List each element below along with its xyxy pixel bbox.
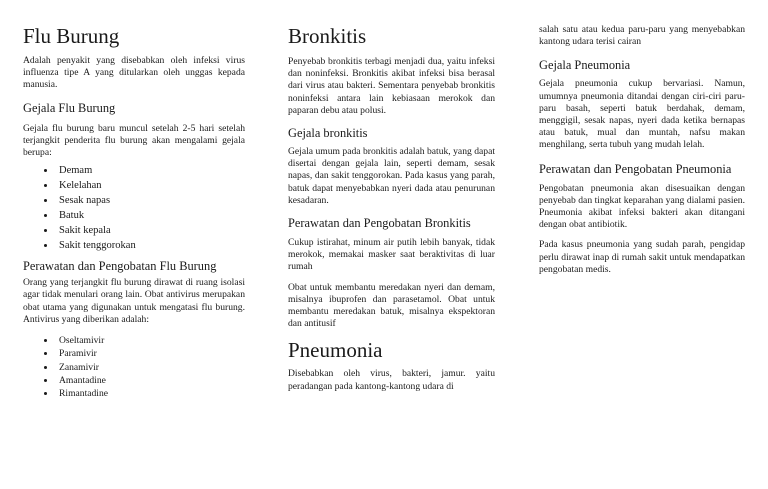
flu-burung-symptoms-list xyxy=(23,163,245,253)
bronkitis-treatment-text-1: Cukup istirahat, minum air putih lebih banyak, tidak merokok, memakai masker saat beraktivitas di luar rumah xyxy=(288,237,495,273)
pneumonia-treatment-heading: Perawatan dan Pengobatan Pneumonia xyxy=(539,161,732,176)
pneumonia-symptoms-text: Gejala pneumonia cukup bervariasi. Namun, umumnya pneumonia ditandai dengan ciri-ciri paru-paru basah, seperti batuk berdahak, demam, menggigil, sesak napas, nyeri dada ketika bernapas atau batuk, mual dan muntah, nafsu makan menghilang, serta tubuh yang mudah lelah. xyxy=(539,78,745,151)
flu-burung-title: Flu Burung xyxy=(23,24,120,48)
antiviral-list xyxy=(23,334,245,400)
flu-burung-intro: Adalah penyakit yang disebabkan oleh infeksi virus influenza tipe A yang ditularkan oleh unggas kepada manusia. xyxy=(23,55,245,91)
flu-burung-treatment-heading: Perawatan dan Pengobatan Flu Burung xyxy=(23,259,217,274)
list-item: • Demam xyxy=(56,163,245,178)
pneumonia-intro-continued: salah satu atau kedua paru-paru yang menyebabkan kantong udara terisi cairan xyxy=(539,24,745,48)
list-item: • Rimantadine xyxy=(56,387,245,400)
bronkitis-symptoms-heading: Gejala bronkitis xyxy=(288,126,368,141)
list-item: • Paramivir xyxy=(56,347,245,360)
bronkitis-symptoms-text: Gejala umum pada bronkitis adalah batuk, yang dapat disertai dengan gejala lain, seperti demam, sesak napas, dan sakit tenggorokan. Pada kasus yang parah, batuk dapat menyebabkan nyeri dada atau penurunan kesadaran. xyxy=(288,146,495,206)
list-item: • Sesak napas xyxy=(56,193,245,208)
list-item: • Zanamivir xyxy=(56,361,245,374)
list-item: • Oseltamivir xyxy=(56,334,245,347)
column-flu-burung xyxy=(23,0,245,401)
list-item: • Sakit kepala xyxy=(56,223,245,238)
column-bronkitis xyxy=(288,0,495,393)
pneumonia-treatment-text-2: Pada kasus pneumonia yang sudah parah, pengidap perlu dirawat inap di rumah sakit untuk mendapatkan pengobatan medis. xyxy=(539,239,745,275)
list-item: • Sakit tenggorokan xyxy=(56,238,245,253)
flu-burung-treatment-text: Orang yang terjangkit flu burung dirawat di ruang isolasi agar tidak menulari orang lain. Obat antivirus merupakan obat utama yang digunakan untuk mengatasi flu burung. Antivirus yang diberikan adalah: xyxy=(23,277,245,325)
list-item: • Kelelahan xyxy=(56,178,245,193)
pneumonia-symptoms-heading: Gejala Pneumonia xyxy=(539,58,631,73)
pneumonia-title: Pneumonia xyxy=(288,338,383,363)
list-item: • Batuk xyxy=(56,208,245,223)
column-pneumonia xyxy=(539,0,745,276)
pneumonia-treatment-text-1: Pengobatan pneumonia akan disesuaikan dengan penyebab dan tingkat keparahan yang dialami pasien. Pneumonia akibat infeksi bakteri akan ditangani dengan obat antibiotik. xyxy=(539,182,745,231)
pneumonia-intro: Disebabkan oleh virus, bakteri, jamur. yaitu peradangan pada kantong-kantong udara di xyxy=(288,368,495,392)
bronkitis-treatment-text-2: Obat untuk membantu meredakan nyeri dan demam, misalnya ibuprofen dan parasetamol. Obat untuk membantu meredakan batuk, misalnya ekspektoran dan antitusif xyxy=(288,281,495,330)
bronkitis-treatment-heading: Perawatan dan Pengobatan Bronkitis xyxy=(288,216,471,231)
list-item: • Amantadine xyxy=(56,374,245,387)
bronkitis-intro: Penyebab bronkitis terbagi menjadi dua, yaitu infeksi dan noninfeksi. Bronkitis akibat infeksi bisa berasal dari virus atau bakteri. Sementara penyebab bronkitis noninfeksi antara lain kebiasaan merokok dan paparan debu atau polusi. xyxy=(288,56,495,116)
flu-burung-symptoms-text: Gejala flu burung baru muncul setelah 2-5 hari setelah terjangkit penderita flu burung akan mengalami gejala berupa: xyxy=(23,122,245,159)
flu-burung-symptoms-heading: Gejala Flu Burung xyxy=(23,100,116,115)
bronkitis-title: Bronkitis xyxy=(288,24,367,48)
